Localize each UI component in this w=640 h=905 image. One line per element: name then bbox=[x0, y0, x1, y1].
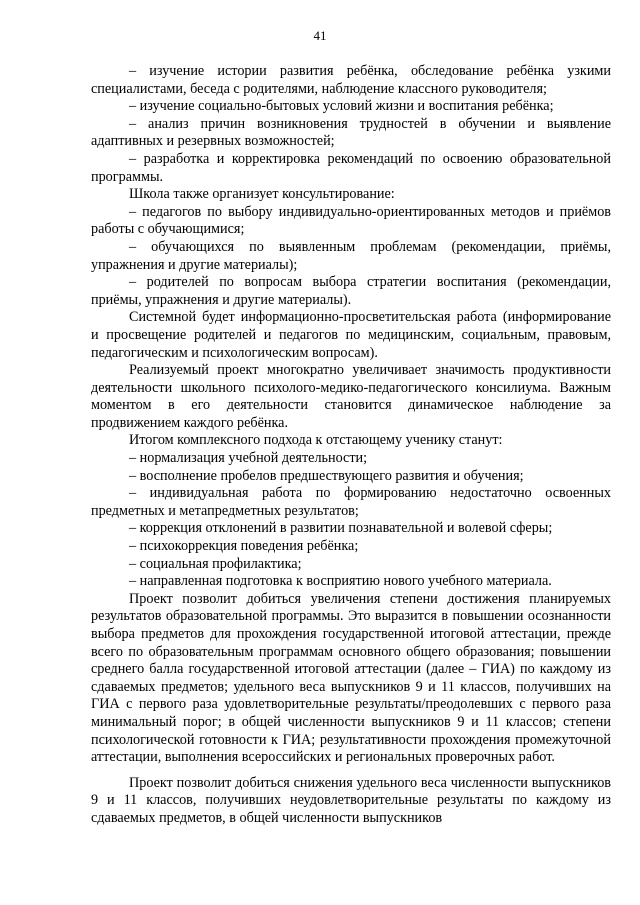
paragraph-educational-work: Системной будет информационно-просветительская работа (информирование и просвещение родителей и педагогов по медицинским, социальным, правовым, педагогическим и психологическим вопросам). bbox=[91, 309, 611, 361]
list-item-living-conditions: – изучение социально-бытовых условий жизни и воспитания ребёнка; bbox=[129, 98, 554, 115]
list-item-social-prevention: – социальная профилактика; bbox=[129, 555, 302, 572]
document-body bbox=[91, 63, 611, 828]
list-item-consult-parents: – родителей по вопросам выбора стратегии воспитания (рекомендации, приёмы, упражнения и другие материалы). bbox=[91, 274, 611, 308]
list-item-consult-students: – обучающихся по выявленным проблемам (рекомендации, приёмы, упражнения и другие материалы); bbox=[91, 238, 611, 273]
list-item-normalization: – нормализация учебной деятельности; bbox=[129, 450, 368, 467]
list-item-difficulty-analysis: – анализ причин возникновения трудностей в обучении и выявление адаптивных и резервных возможностей; bbox=[91, 115, 611, 150]
paragraph-project-reduction: Проект позволит добиться снижения удельного веса численности выпускников 9 и 11 классов, получивших неудовлетворительные результаты по каждому из сдаваемых предметов, в общей численности выпускников bbox=[91, 774, 611, 826]
list-item-correction: – коррекция отклонений в развитии познавательной и волевой сферы; bbox=[129, 520, 553, 537]
list-item-preparation: – направленная подготовка к восприятию нового учебного материала. bbox=[129, 573, 552, 590]
list-item-gap-filling: – восполнение пробелов предшествующего развития и обучения; bbox=[129, 467, 524, 484]
list-item-consult-teachers: – педагогов по выбору индивидуально-ориентированных методов и приёмов работы с обучающимися; bbox=[91, 203, 611, 238]
paragraph-project-outcomes: Проект позволит добиться увеличения степени достижения планируемых результатов образовательной программы. Это выразится в повышении осознанности выбора предметов для прохождения государственной итоговой аттестации, прежде всего по образовательным программам основного общего образования; повышении среднего балла государственной итоговой аттестации (далее – ГИА) по каждому из сдаваемых предметов; удельного веса выпускников 9 и 11 классов, получивших на ГИА с первого раза удовлетворительные результаты/преодолевших с первого раза минимальный порог; в общей численности выпускников 9 и 11 классов; степени психологической готовности к ГИА; результативности прохождения промежуточной аттестации, выполнения всероссийских и региональных проверочных работ. bbox=[91, 590, 611, 766]
paragraph-project-significance: Реализуемый проект многократно увеличивает значимость продуктивности деятельности школьного психолого-медико-педагогического консилиума. Важным моментом в его деятельности становится динамическое наблюдение за продвижением каждого ребёнка. bbox=[91, 362, 611, 431]
list-item-individual-work: – индивидуальная работа по формированию недостаточно освоенных предметных и метапредметных результатов; bbox=[91, 485, 611, 519]
list-item-recommendations: – разработка и корректировка рекомендаций по освоению образовательной программы. bbox=[91, 150, 611, 185]
list-item-history-study: – изучение истории развития ребёнка, обследование ребёнка узкими специалистами, беседа с родителями, наблюдение классного руководителя; bbox=[91, 63, 611, 97]
list-item-psychocorrection: – психокоррекция поведения ребёнка; bbox=[129, 538, 359, 555]
page-number: 41 bbox=[313, 28, 327, 43]
paragraph-results-intro: Итогом комплексного подхода к отстающему ученику станут: bbox=[129, 432, 503, 449]
paragraph-consulting-intro: Школа также организует консультирование: bbox=[129, 186, 395, 203]
